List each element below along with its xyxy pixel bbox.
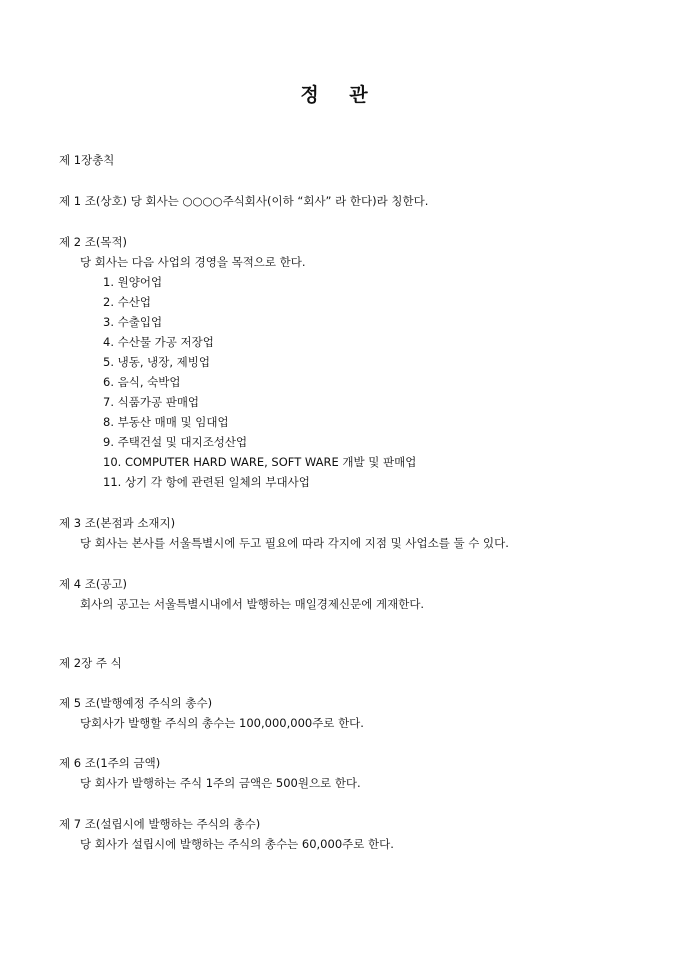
article-6-body: 당 회사가 발행하는 주식 1주의 금액은 500원으로 한다. — [80, 776, 361, 790]
article-7-body: 당 회사가 설립시에 발행하는 주식의 총수는 60,000주로 한다. — [80, 837, 394, 851]
list-item: 4. 수산물 가공 저장업 — [103, 335, 214, 349]
list-item: 8. 부동산 매매 및 임대업 — [103, 415, 229, 429]
article-2-heading: 제 2 조(목적) — [59, 235, 128, 249]
article-4-heading: 제 4 조(공고) — [59, 577, 128, 591]
article-5-heading: 제 5 조(발행예정 주식의 총수) — [59, 696, 213, 710]
chapter-1-heading: 제 1장총칙 — [59, 153, 115, 167]
list-item: 6. 음식, 숙박업 — [103, 375, 181, 389]
list-item: 10. COMPUTER HARD WARE, SOFT WARE 개발 및 판매업 — [103, 455, 417, 469]
article-7-heading: 제 7 조(설립시에 발행하는 주식의 총수) — [59, 817, 261, 831]
list-item: 5. 냉동, 냉장, 제빙업 — [103, 355, 211, 369]
article-4-body: 회사의 공고는 서울특별시내에서 발행하는 매일경제신문에 게재한다. — [80, 597, 425, 611]
list-item: 1. 원양어업 — [103, 275, 163, 289]
list-item: 3. 수출입업 — [103, 315, 163, 329]
article-2-intro: 당 회사는 다음 사업의 경영을 목적으로 한다. — [80, 255, 306, 269]
list-item: 11. 상기 각 항에 관련된 일체의 부대사업 — [103, 475, 310, 489]
list-item: 9. 주택건설 및 대지조성산업 — [103, 435, 248, 449]
list-item: 7. 식품가공 판매업 — [103, 395, 200, 409]
article-3-body: 당 회사는 본사를 서울특별시에 두고 필요에 따라 각지에 지점 및 사업소를 둘 수 있다. — [80, 536, 509, 550]
list-item: 2. 수산업 — [103, 295, 151, 309]
article-6-heading: 제 6 조(1주의 금액) — [59, 756, 161, 770]
article-5-body: 당회사가 발행할 주식의 총수는 100,000,000주로 한다. — [80, 716, 364, 730]
document-title: 정 관 — [300, 84, 380, 106]
chapter-2-heading: 제 2장 주 식 — [59, 656, 122, 670]
article-3-heading: 제 3 조(본점과 소재지) — [59, 516, 176, 530]
article-1-text: 제 1 조(상호) 당 회사는 ○○○○주식회사(이하 “회사” 라 한다)라 칭한다. — [59, 194, 429, 208]
